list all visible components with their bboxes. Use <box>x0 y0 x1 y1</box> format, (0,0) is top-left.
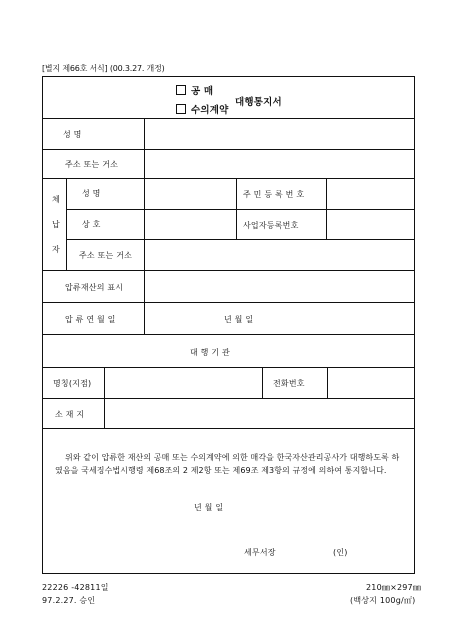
location-label: 소 재 지 <box>55 410 85 419</box>
form-title: 대행통지서 <box>235 97 282 108</box>
agency-name-field[interactable] <box>105 368 261 397</box>
notice-text: 위와 같이 압류한 재산의 공매 또는 수의계약에 의한 매각을 한국자산관리공사가 대행하도록 하였음을 국세징수법시행령 제68조의 2 제2항 또는 제69조 제3항의 규정에 의하여 통지합니다. <box>55 453 400 475</box>
delinquent-name-field[interactable] <box>145 179 235 208</box>
delinquent-address-label: 주소 또는 거소 <box>79 251 133 260</box>
resident-number-label: 주 민 등 록 번 호 <box>243 190 305 199</box>
divider <box>42 302 415 303</box>
seizure-date-label: 압 류 연 월 일 <box>65 315 116 324</box>
form-code: 22226 -42811일 <box>42 583 109 592</box>
approval-date: 97.2.27. 승인 <box>42 596 96 605</box>
phone-label: 전화번호 <box>273 379 305 388</box>
phone-field[interactable] <box>328 368 414 397</box>
checkbox[interactable] <box>176 85 186 95</box>
private-contract-option[interactable]: 수의계약 <box>176 102 229 116</box>
agency-name-label: 명칭(지점) <box>53 379 92 388</box>
address-field[interactable] <box>145 150 414 177</box>
name-field[interactable] <box>145 119 414 148</box>
divider <box>262 367 263 398</box>
location-field[interactable] <box>105 399 414 427</box>
paper-size: 210㎜×297㎜ <box>366 583 422 592</box>
notice-date: 년 월 일 <box>194 503 224 512</box>
business-number-label: 사업자등록번호 <box>243 221 299 230</box>
seized-property-field[interactable] <box>145 271 414 301</box>
checkbox[interactable] <box>176 104 186 114</box>
delinquent-name-label: 성 명 <box>82 189 101 198</box>
divider <box>66 178 67 270</box>
signer-label: 세무서장 <box>244 548 276 557</box>
seal-mark: (인) <box>333 548 348 557</box>
public-auction-option[interactable]: 공 매 <box>176 83 213 97</box>
address-label: 주소 또는 거소 <box>65 160 119 169</box>
resident-number-field[interactable] <box>327 179 414 208</box>
delinquent-label-char: 납 <box>52 220 60 229</box>
business-number-field[interactable] <box>327 210 414 238</box>
divider <box>236 178 237 239</box>
name-label: 성 명 <box>63 130 82 139</box>
delinquent-label-char: 체 <box>52 195 60 204</box>
seized-property-label: 압류재산의 표시 <box>65 283 124 292</box>
paper-type: (백상지 100g/㎡) <box>350 596 416 605</box>
trade-name-label: 상 호 <box>82 220 101 229</box>
agency-heading: 대 행 기 관 <box>190 348 230 357</box>
delinquent-label-char: 자 <box>52 245 60 254</box>
delinquent-address-field[interactable] <box>145 240 414 269</box>
divider <box>42 428 415 429</box>
form-header: [별지 제66호 서식] (00.3.27. 개정) <box>42 64 165 73</box>
seizure-date-value: 년 월 일 <box>224 315 254 324</box>
divider <box>42 334 415 335</box>
trade-name-field[interactable] <box>145 210 235 238</box>
